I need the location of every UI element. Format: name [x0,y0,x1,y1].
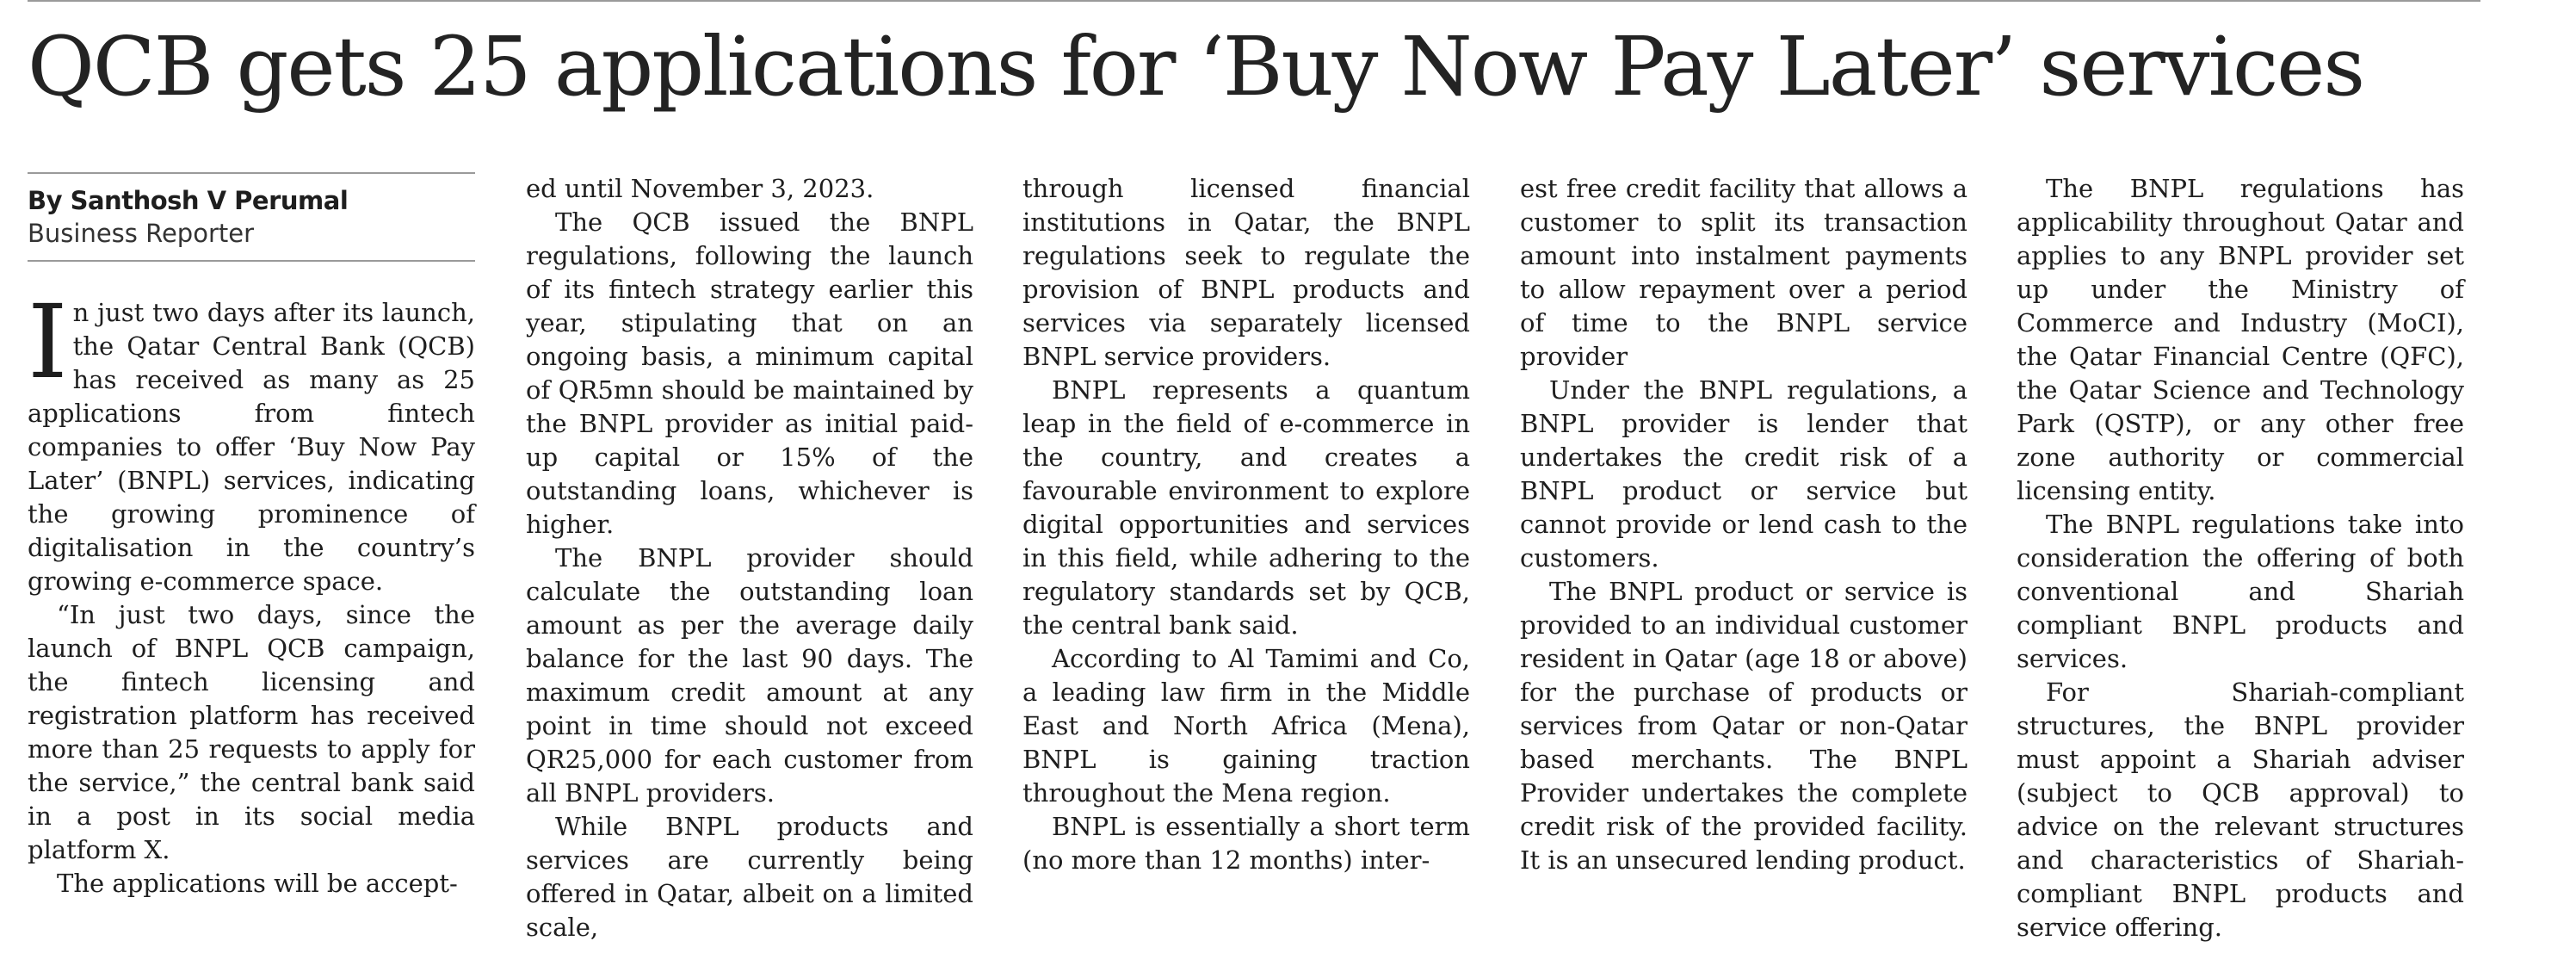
paragraph: ed until November 3, 2023. [526,174,874,203]
paragraph: through licensed financial institutions in Qatar, the BNPL regulations seek to regulate the provision of BNPL products and services via separately licensed BNPL service providers. [1022,174,1470,371]
article-column-2 [526,172,973,944]
article-column-4 [1520,172,1968,877]
top-rule [28,0,2480,2]
article-column-3 [1022,172,1470,877]
byline-name: By Santhosh V Perumal [28,186,349,215]
paragraph [28,282,475,598]
paragraph: BNPL represents a quantum leap in the field of e-commerce in the country, and creates a favourable environment to explore digital opportunities and services in this field, while adhering to the regulatory standards set by QCB, the central bank said. [1022,375,1470,640]
paragraph: BNPL is essentially a short term (no more than 12 months) inter- [1022,812,1470,875]
paragraph: According to Al Tamimi and Co, a leading law firm in the Middle East and North Africa (Mena), BNPL is gaining traction throughout the Mena region. [1022,644,1470,808]
paragraph: The BNPL regulations take into consideration the offering of both conventional and Shariah compliant BNPL products and services. [2017,510,2464,673]
paragraph: The BNPL provider should calculate the outstanding loan amount as per the average daily balance for the last 90 days. The maximum credit amount at any point in time should not exceed QR25,000 for each customer from all BNPL providers. [526,543,973,808]
drop-cap: I [28,282,68,401]
paragraph: For Shariah-compliant structures, the BNPL provider must appoint a Shariah adviser (subject to QCB approval) to advice on the relevant structures and characteristics of Shariah-compliant BNPL products and service offering. [2017,678,2464,942]
headline: QCB gets 25 applications for ‘Buy Now Pay Later’ services [28,20,2364,115]
paragraph: est free credit facility that allows a customer to split its transaction amount into instalment payments to allow repayment over a period of time to the BNPL service provider [1520,174,1968,371]
byline-role: Business Reporter [28,219,254,248]
paragraph: Under the BNPL regulations, a BNPL provider is lender that undertakes the credit risk of a BNPL product or service but cannot provide or lend cash to the customers. [1520,375,1968,573]
paragraph: The applications will be accept- [57,869,458,898]
paragraph-text: n just two days after its launch, the Qatar Central Bank (QCB) has received as many as 25 applications from fintech companies to offer ‘Buy Now Pay Later’ (BNPL) services, indicating the growing prominence of digitalisation in the country’s growing e-commerce space. [28,298,475,596]
paragraph: The BNPL product or service is provided to an individual customer resident in Qatar (age 18 or above) for the purchase of products or services from Qatar or non-Qatar based merchants. The BNPL Provider undertakes the complete credit risk of the provided facility. It is an unsecured lending product. [1520,577,1968,875]
paragraph: The QCB issued the BNPL regulations, following the launch of its fintech strategy earlier this year, stipulating that on an ongoing basis, a minimum capital of QR5mn should be maintained by the BNPL provider as initial paid-up capital or 15% of the outstanding loans, whichever is higher. [526,207,973,539]
paragraph: The BNPL regulations has applicability throughout Qatar and applies to any BNPL provider set up under the Ministry of Commerce and Industry (MoCI), the Qatar Financial Centre (QFC), the Qatar Science and Technology Park (QSTP), or any other free zone authority or commercial licensing entity. [2017,174,2464,505]
article-column-5 [2017,172,2464,944]
paragraph: “In just two days, since the launch of BNPL QCB campaign, the fintech licensing and registration platform has received more than 25 requests to apply for the service,” the central bank said in a post in its social media platform X. [28,600,475,864]
byline-bottom-rule [28,260,475,262]
paragraph: While BNPL products and services are currently being offered in Qatar, albeit on a limited scale, [526,812,973,942]
byline-top-rule [28,172,475,174]
article-column-1 [28,172,475,901]
